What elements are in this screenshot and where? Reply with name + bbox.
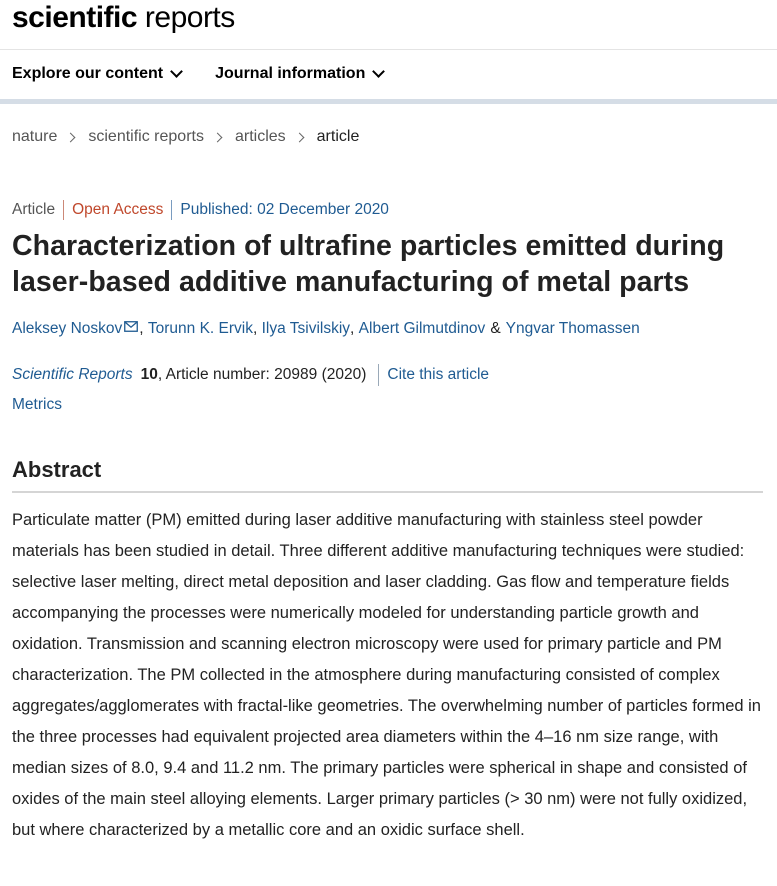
logo-light-text: reports bbox=[137, 0, 235, 34]
nav-explore-content[interactable] bbox=[12, 65, 181, 83]
breadcrumb-articles[interactable]: articles bbox=[234, 128, 286, 145]
citation-line bbox=[12, 364, 489, 386]
author-separator: , bbox=[253, 320, 262, 337]
author-and: & bbox=[490, 320, 501, 337]
nav-explore-label: Explore our content bbox=[12, 64, 164, 82]
breadcrumb bbox=[12, 128, 359, 146]
abstract-heading: Abstract bbox=[12, 457, 763, 493]
nav-journal-information[interactable] bbox=[215, 65, 383, 83]
chevron-right-icon bbox=[294, 132, 304, 142]
journal-name[interactable]: Scientific Reports bbox=[12, 366, 133, 383]
meta-divider bbox=[63, 200, 64, 220]
journal-volume: 10 bbox=[140, 366, 158, 383]
chevron-down-icon bbox=[170, 65, 183, 78]
author-link[interactable]: Albert Gilmutdinov bbox=[358, 320, 486, 337]
author-link[interactable]: Yngvar Thomassen bbox=[505, 320, 640, 337]
site-header bbox=[0, 0, 777, 50]
cite-this-article-link[interactable]: Cite this article bbox=[387, 366, 490, 383]
nav-journal-label: Journal information bbox=[215, 64, 366, 82]
author-separator: , bbox=[350, 320, 359, 337]
metrics-link[interactable]: Metrics bbox=[12, 396, 62, 413]
author-link[interactable]: Ilya Tsivilskiy bbox=[261, 320, 351, 337]
chevron-right-icon bbox=[66, 132, 76, 142]
author-link[interactable]: Torunn K. Ervik bbox=[147, 320, 253, 337]
chevron-right-icon bbox=[213, 132, 223, 142]
author-link[interactable]: Aleksey Noskov bbox=[12, 320, 123, 337]
author-separator: , bbox=[139, 320, 148, 337]
meta-divider bbox=[171, 200, 172, 220]
article-number: , Article number: 20989 (2020) bbox=[157, 366, 367, 383]
abstract-text: Particulate matter (PM) emitted during laser additive manufacturing with stainless steel powder materials has been studied in detail. Three different additive manufacturing techniques were studied: selective laser melting, direct metal deposition and laser cladding. Gas flow and temperature fields accompanying the processes were numerically modeled for understanding particle growth and oxidation. Transmission and scanning electron microscopy were used for primary particle and PM characterization. The PM collected in the atmosphere during manufacturing consisted of complex aggregates/agglomerates with fractal-like geometries. The overwhelming number of particles formed in the three processes had equivalent projected area diameters within the 4–16 nm size range, with median sizes of 8.0, 9.4 and 11.2 nm. The primary particles were spherical in shape and consisted of oxides of the main steel alloying elements. Larger primary particles (> 30 nm) were not fully oxidized, but where characterized by a metallic core and an oxidic surface shell. bbox=[12, 511, 761, 839]
breadcrumb-nature[interactable]: nature bbox=[12, 128, 58, 145]
envelope-icon[interactable] bbox=[124, 321, 138, 332]
site-logo[interactable] bbox=[12, 0, 235, 34]
chevron-down-icon bbox=[372, 65, 385, 78]
published-date: Published: 02 December 2020 bbox=[180, 201, 389, 218]
open-access-label: Open Access bbox=[72, 201, 164, 218]
article-meta bbox=[12, 200, 389, 220]
breadcrumb-scientific-reports[interactable]: scientific reports bbox=[88, 128, 204, 145]
citation-divider bbox=[378, 364, 379, 386]
article-type: Article bbox=[12, 201, 56, 218]
logo-bold-text: scientific bbox=[12, 0, 138, 34]
breadcrumb-article: article bbox=[316, 128, 360, 145]
main-nav bbox=[0, 50, 777, 104]
author-list bbox=[12, 320, 640, 338]
article-title: Characterization of ultrafine particles emitted during laser-based additive manufacturing of metal parts bbox=[12, 230, 725, 298]
